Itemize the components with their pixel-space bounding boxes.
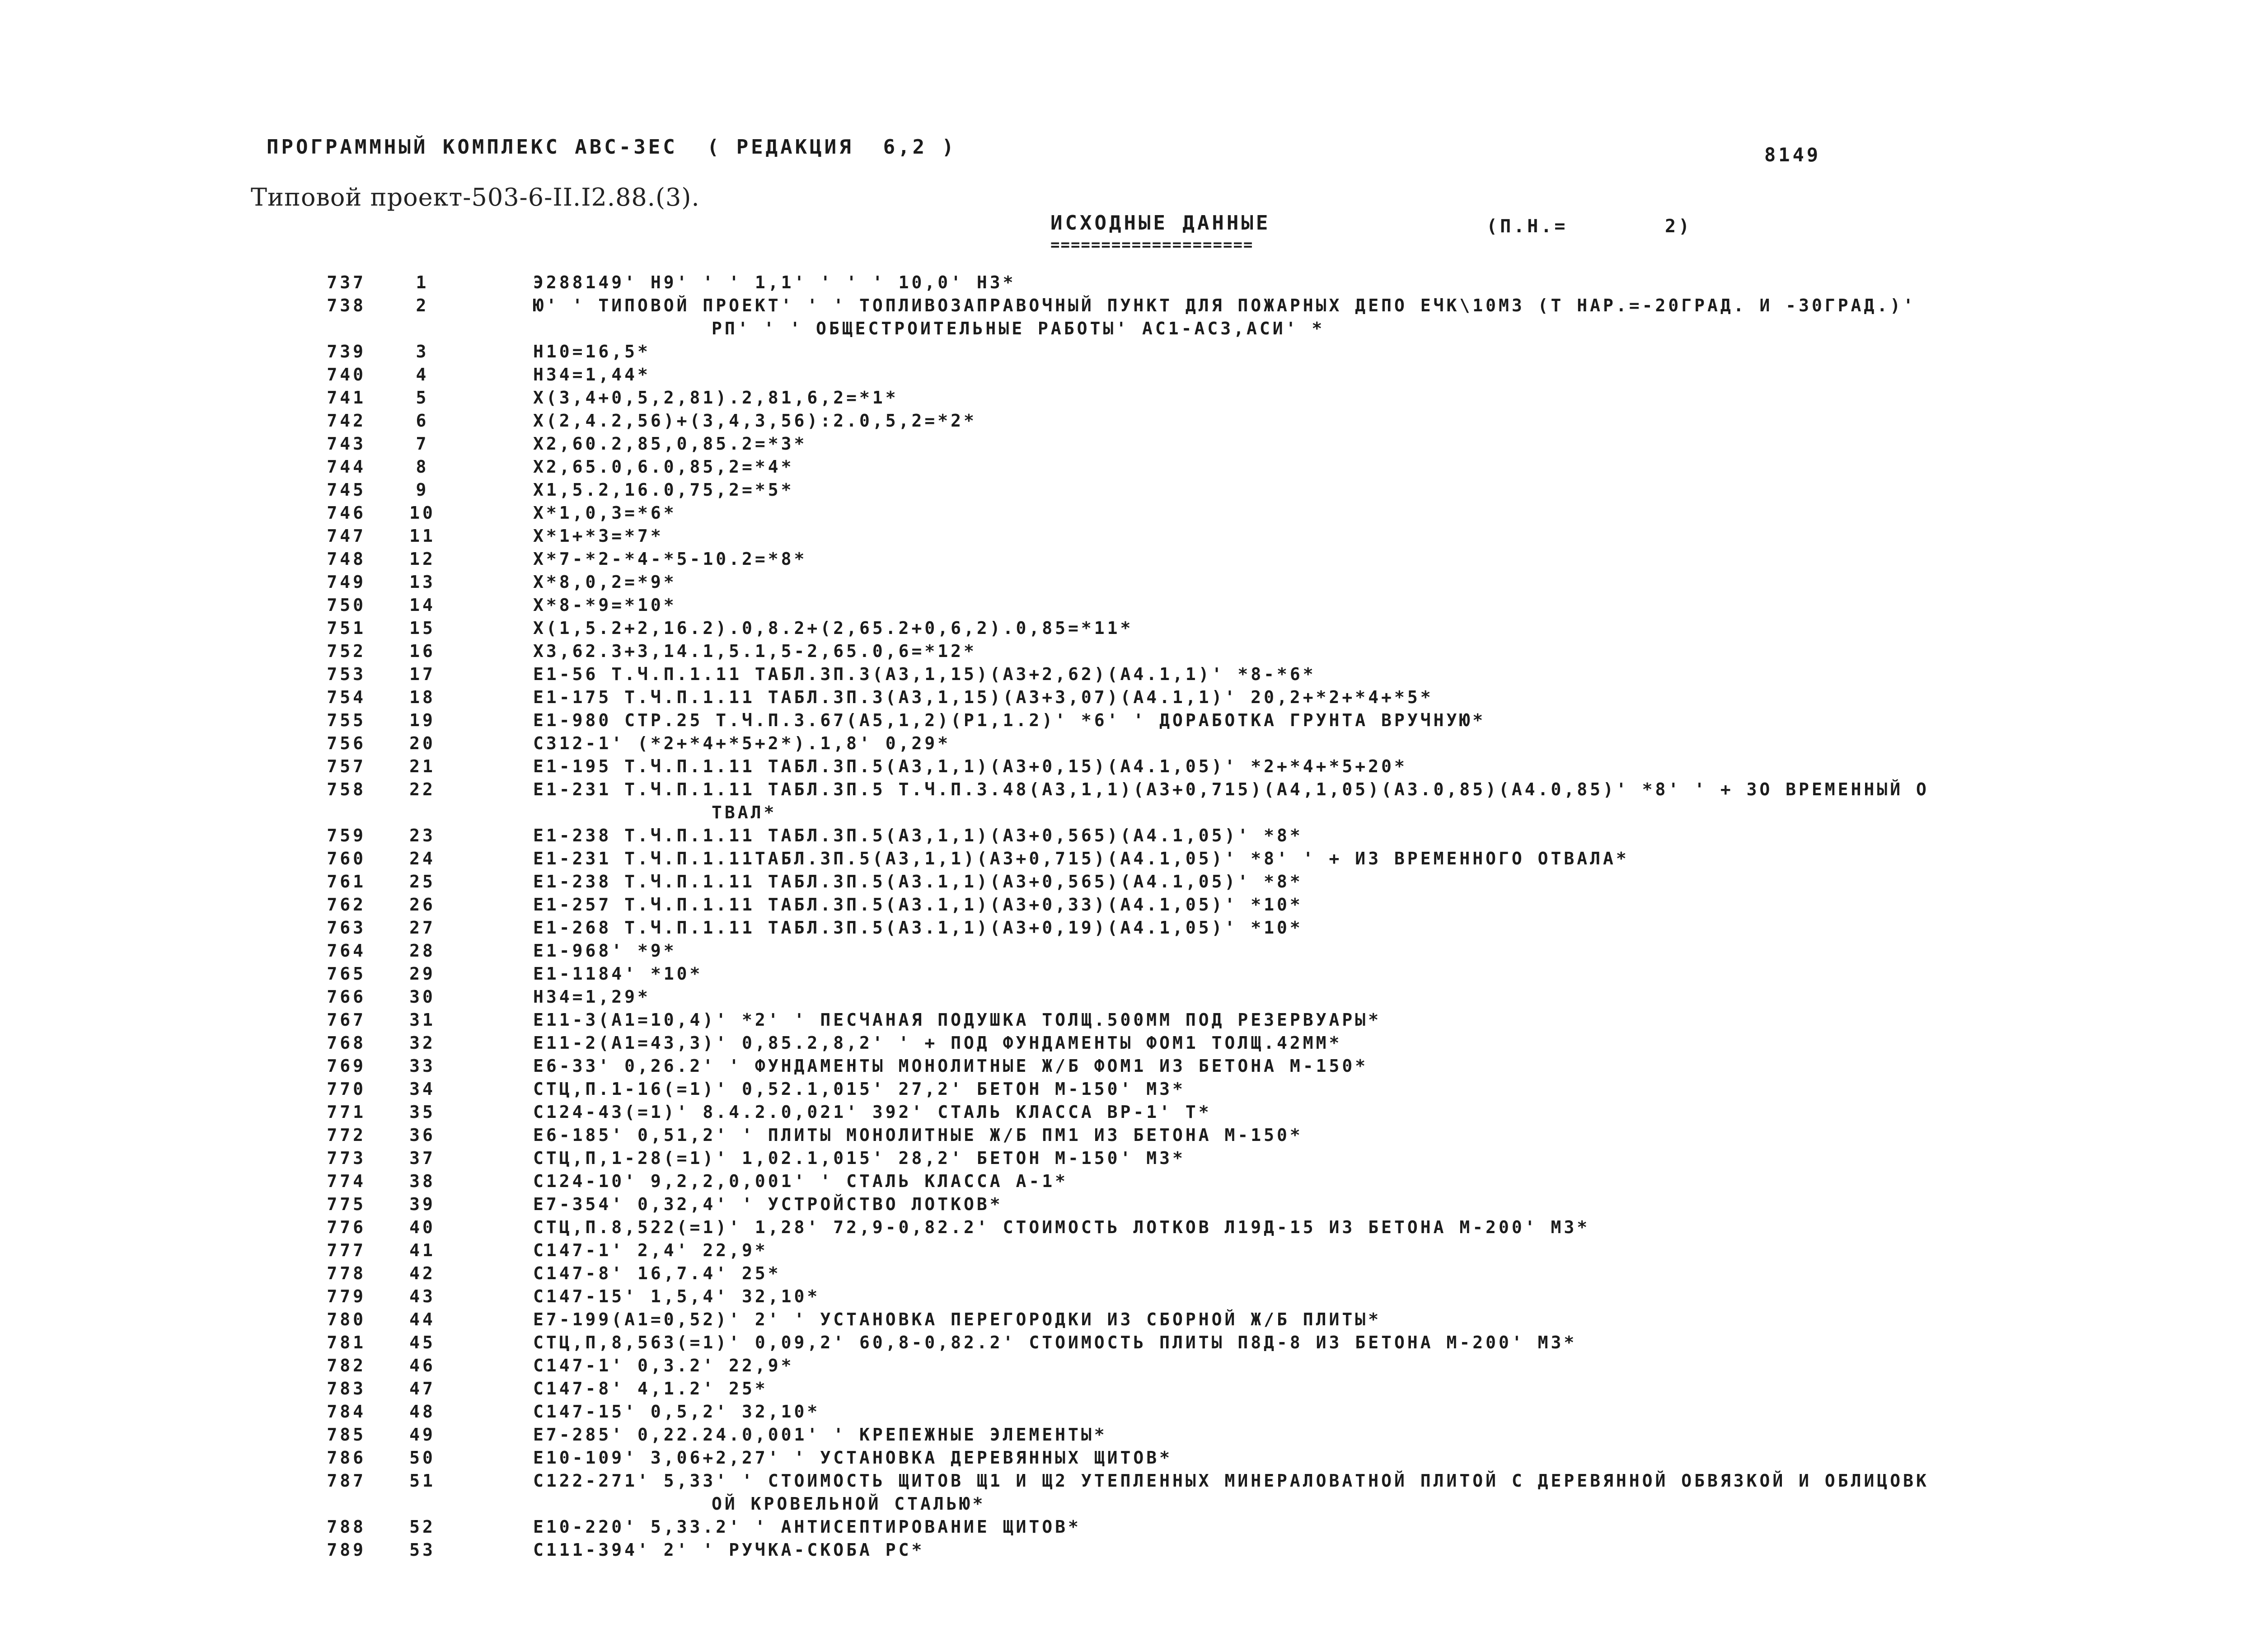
- statement-number: 40: [409, 1217, 436, 1237]
- statement-text: [533, 1400, 2223, 1423]
- statement-text: [533, 1354, 2223, 1377]
- listing-row: [0, 1516, 2259, 1539]
- listing-row: [0, 709, 2259, 732]
- statement-number: 37: [409, 1148, 436, 1168]
- line-number: 759: [327, 826, 366, 845]
- statement-line: Е1-257 Т.Ч.П.1.11 ТАБЛ.3П.5(А3.1,1)(А3+0,33)(А4.1,05)' *10*: [533, 895, 1303, 915]
- listing-row: [0, 294, 2259, 340]
- statement-continuation: РП' ' ' ОБЩЕСТРОИТЕЛЬНЫЕ РАБОТЫ' АС1-АС3,АСИ' *: [712, 319, 1325, 338]
- statement-line: С111-394' 2' ' РУЧКА-СКОБА РС*: [533, 1540, 925, 1560]
- line-number: 776: [327, 1217, 366, 1237]
- line-number: 766: [327, 987, 366, 1007]
- statement-line: СТЦ,П.8,522(=1)' 1,28' 72,9-0,82.2' СТОИМОСТЬ ЛОТКОВ Л19Д-15 ИЗ БЕТОНА М-200' М3*: [533, 1217, 1590, 1237]
- statement-line: Х3,62.3+3,14.1,5.1,5-2,65.0,6=*12*: [533, 641, 977, 661]
- statement-text: [533, 939, 2223, 962]
- line-number: 755: [327, 710, 366, 730]
- statement-line: Х2,60.2,85,0,85.2=*3*: [533, 434, 807, 454]
- line-number: 789: [327, 1540, 366, 1560]
- listing-row: [0, 340, 2259, 363]
- statement-number: 21: [409, 756, 436, 776]
- listing-row: [0, 1009, 2259, 1032]
- statement-line: Е1-968' *9*: [533, 941, 677, 961]
- listing-row: [0, 1308, 2259, 1331]
- line-number: 763: [327, 918, 366, 938]
- statement-line: Е6-185' 0,51,2' ' ПЛИТЫ МОНОЛИТНЫЕ Ж/Б ПМ1 ИЗ БЕТОНА М-150*: [533, 1125, 1303, 1145]
- statement-line: Е6-33' 0,26.2' ' ФУНДАМЕНТЫ МОНОЛИТНЫЕ Ж/Б ФОМ1 ИЗ БЕТОНА М-150*: [533, 1056, 1369, 1076]
- page-number: 8149: [1764, 144, 1821, 166]
- listing-row: [0, 686, 2259, 709]
- statement-text: [533, 571, 2223, 594]
- line-number: 783: [327, 1379, 366, 1399]
- statement-continuation: ОЙ КРОВЕЛЬНОЙ СТАЛЬЮ*: [712, 1494, 986, 1514]
- listing-row: [0, 1239, 2259, 1262]
- statement-line: Х1,5.2,16.0,75,2=*5*: [533, 480, 794, 500]
- statement-text: [533, 502, 2223, 525]
- source-listing: [0, 271, 2259, 1562]
- statement-text: [533, 824, 2223, 847]
- statement-number: 20: [409, 733, 436, 753]
- statement-text: [533, 340, 2223, 363]
- statement-line: Е10-109' 3,06+2,27' ' УСТАНОВКА ДЕРЕВЯННЫХ ЩИТОВ*: [533, 1448, 1173, 1468]
- statement-line: Х2,65.0,6.0,85,2=*4*: [533, 457, 794, 477]
- statement-line: С147-8' 16,7.4' 25*: [533, 1263, 781, 1283]
- statement-line: Х*1+*3=*7*: [533, 526, 664, 546]
- statement-text: [533, 962, 2223, 986]
- line-number: 749: [327, 572, 366, 592]
- listing-row: [0, 962, 2259, 986]
- statement-number: 22: [409, 779, 436, 799]
- line-number: 760: [327, 849, 366, 868]
- statement-number: 49: [409, 1425, 436, 1445]
- statement-text: [533, 640, 2223, 663]
- statement-line: С147-15' 0,5,2' 32,10*: [533, 1402, 820, 1422]
- statement-line: С147-8' 4,1.2' 25*: [533, 1379, 768, 1399]
- statement-line: Ю' ' ТИПОВОЙ ПРОЕКТ' ' ' ТОПЛИВОЗАПРАВОЧНЫЙ ПУНКТ ДЛЯ ПОЖАРНЫХ ДЕПО ЕЧК\10МЗ (Т НАР.=-20ГРАД. И -30ГРАД.)': [533, 296, 1917, 315]
- statement-number: 25: [409, 872, 436, 892]
- statement-number: 43: [409, 1286, 436, 1306]
- statement-text: [533, 1078, 2223, 1101]
- statement-text: [533, 409, 2223, 432]
- line-number: 739: [327, 342, 366, 361]
- listing-row: [0, 939, 2259, 962]
- statement-line: С122-271' 5,33' ' СТОИМОСТЬ ЩИТОВ Щ1 И Щ2 УТЕПЛЕННЫХ МИНЕРАЛОВАТНОЙ ПЛИТОЙ С ДЕРЕВЯННОЙ ОБВЯЗКОЙ И ОБЛИЦОВК: [533, 1471, 1929, 1491]
- statement-number: 11: [409, 526, 436, 546]
- statement-text: [533, 1009, 2223, 1032]
- statement-text: [533, 686, 2223, 709]
- line-number: 764: [327, 941, 366, 961]
- listing-row: [0, 525, 2259, 548]
- line-number: 784: [327, 1402, 366, 1422]
- statement-text: [533, 1516, 2223, 1539]
- listing-row: [0, 1377, 2259, 1400]
- line-number: 775: [327, 1194, 366, 1214]
- statement-line: Е10-220' 5,33.2' ' АНТИСЕПТИРОВАНИЕ ЩИТОВ*: [533, 1517, 1081, 1537]
- line-number: 758: [327, 779, 366, 799]
- statement-text: [533, 1285, 2223, 1308]
- statement-line: Е11-2(А1=43,3)' 0,85.2,8,2' ' + ПОД ФУНДАМЕНТЫ ФОМ1 ТОЛЩ.42ММ*: [533, 1033, 1342, 1053]
- statement-text: [533, 709, 2223, 732]
- statement-number: 53: [409, 1540, 436, 1560]
- line-number: 740: [327, 365, 366, 385]
- listing-row: [0, 1262, 2259, 1285]
- statement-number: 31: [409, 1010, 436, 1030]
- statement-number: 47: [409, 1379, 436, 1399]
- statement-line: Х(3,4+0,5,2,81).2,81,6,2=*1*: [533, 388, 899, 408]
- statement-number: 4: [416, 365, 429, 385]
- statement-line: С312-1' (*2+*4+*5+2*).1,8' 0,29*: [533, 733, 951, 753]
- listing-row: [0, 594, 2259, 617]
- statement-text: [533, 271, 2223, 294]
- listing-row: [0, 409, 2259, 432]
- statement-line: С124-43(=1)' 8.4.2.0,021' 392' СТАЛЬ КЛАССА ВР-1' Т*: [533, 1102, 1212, 1122]
- statement-number: 45: [409, 1333, 436, 1352]
- listing-row: [0, 571, 2259, 594]
- statement-number: 39: [409, 1194, 436, 1214]
- listing-row: [0, 1078, 2259, 1101]
- statement-text: [533, 1262, 2223, 1285]
- statement-line: СТЦ,П.1-16(=1)' 0,52.1,015' 27,2' БЕТОН М-150' М3*: [533, 1079, 1186, 1099]
- statement-text: [533, 663, 2223, 686]
- section-page-number: 2): [1665, 216, 1692, 237]
- line-number: 787: [327, 1471, 366, 1491]
- line-number: 772: [327, 1125, 366, 1145]
- line-number: 742: [327, 411, 366, 431]
- listing-row: [0, 1193, 2259, 1216]
- section-title-underline: ====================: [1050, 236, 1254, 254]
- statement-line: Е1-980 СТР.25 Т.Ч.П.3.67(А5,1,2)(Р1,1.2)' *6' ' ДОРАБОТКА ГРУНТА ВРУЧНУЮ*: [533, 710, 1486, 730]
- line-number: 743: [327, 434, 366, 454]
- statement-text: [533, 594, 2223, 617]
- listing-row: [0, 1055, 2259, 1078]
- line-number: 769: [327, 1056, 366, 1076]
- statement-text: [533, 778, 2223, 824]
- statement-line: Х*7-*2-*4-*5-10.2=*8*: [533, 549, 807, 569]
- statement-number: 6: [416, 411, 429, 431]
- statement-line: Е1-175 Т.Ч.П.1.11 ТАБЛ.3П.3(А3,1,15)(А3+3,07)(А4.1,1)' 20,2+*2+*4+*5*: [533, 687, 1434, 707]
- statement-number: 33: [409, 1056, 436, 1076]
- line-number: 744: [327, 457, 366, 477]
- statement-number: 26: [409, 895, 436, 915]
- listing-row: [0, 271, 2259, 294]
- statement-line: Х*8-*9=*10*: [533, 595, 677, 615]
- statement-text: [533, 916, 2223, 939]
- listing-row: [0, 386, 2259, 409]
- statement-number: 12: [409, 549, 436, 569]
- statement-text: [533, 1216, 2223, 1239]
- listing-row: [0, 502, 2259, 525]
- statement-number: 34: [409, 1079, 436, 1099]
- statement-number: 52: [409, 1517, 436, 1537]
- statement-text: [533, 1308, 2223, 1331]
- statement-line: Е1-1184' *10*: [533, 964, 703, 984]
- statement-number: 27: [409, 918, 436, 938]
- statement-text: [533, 1423, 2223, 1446]
- statement-number: 30: [409, 987, 436, 1007]
- statement-text: [533, 1446, 2223, 1469]
- listing-row: [0, 1400, 2259, 1423]
- listing-row: [0, 755, 2259, 778]
- listing-row: [0, 778, 2259, 824]
- statement-text: [533, 363, 2223, 386]
- listing-row: [0, 1124, 2259, 1147]
- listing-row: [0, 893, 2259, 916]
- listing-row: [0, 1423, 2259, 1446]
- listing-row: [0, 1147, 2259, 1170]
- listing-row: [0, 1216, 2259, 1239]
- statement-number: 18: [409, 687, 436, 707]
- statement-line: Е7-199(А1=0,52)' 2' ' УСТАНОВКА ПЕРЕГОРОДКИ ИЗ СБОРНОЙ Ж/Б ПЛИТЫ*: [533, 1309, 1382, 1329]
- statement-number: 1: [416, 272, 429, 292]
- statement-line: С147-1' 2,4' 22,9*: [533, 1240, 768, 1260]
- statement-line: Х*1,0,3=*6*: [533, 503, 677, 523]
- statement-text: [533, 893, 2223, 916]
- listing-row: [0, 824, 2259, 847]
- statement-number: 14: [409, 595, 436, 615]
- listing-row: [0, 1354, 2259, 1377]
- listing-row: [0, 732, 2259, 755]
- line-number: 745: [327, 480, 366, 500]
- listing-row: [0, 479, 2259, 502]
- statement-text: [533, 1377, 2223, 1400]
- line-number: 756: [327, 733, 366, 753]
- line-number: 786: [327, 1448, 366, 1468]
- listing-row: [0, 870, 2259, 893]
- statement-text: [533, 847, 2223, 870]
- statement-line: Е1-238 Т.Ч.П.1.11 ТАБЛ.3П.5(А3,1,1)(А3+0,565)(А4.1,05)' *8*: [533, 826, 1303, 845]
- statement-number: 9: [416, 480, 429, 500]
- line-number: 779: [327, 1286, 366, 1306]
- statement-line: Е11-3(А1=10,4)' *2' ' ПЕСЧАНАЯ ПОДУШКА ТОЛЩ.500ММ ПОД РЕЗЕРВУАРЫ*: [533, 1010, 1382, 1030]
- statement-text: [533, 432, 2223, 455]
- statement-number: 29: [409, 964, 436, 984]
- section-code: (П.Н.=: [1486, 216, 1568, 237]
- statement-number: 8: [416, 457, 429, 477]
- statement-line: Х*8,0,2=*9*: [533, 572, 677, 592]
- line-number: 768: [327, 1033, 366, 1053]
- statement-line: С147-1' 0,3.2' 22,9*: [533, 1356, 794, 1375]
- listing-row: [0, 617, 2259, 640]
- statement-text: [533, 1331, 2223, 1354]
- statement-number: 50: [409, 1448, 436, 1468]
- statement-number: 17: [409, 664, 436, 684]
- line-number: 738: [327, 296, 366, 315]
- statement-text: [533, 1147, 2223, 1170]
- listing-row: [0, 847, 2259, 870]
- statement-number: 3: [416, 342, 429, 361]
- statement-line: С147-15' 1,5,4' 32,10*: [533, 1286, 820, 1306]
- statement-number: 51: [409, 1471, 436, 1491]
- statement-text: [533, 755, 2223, 778]
- line-number: 761: [327, 872, 366, 892]
- project-title: Типовой проект-503-6-II.I2.88.(3).: [251, 183, 700, 211]
- statement-number: 28: [409, 941, 436, 961]
- line-number: 770: [327, 1079, 366, 1099]
- listing-row: [0, 1032, 2259, 1055]
- listing-row: [0, 455, 2259, 479]
- statement-line: Э288149' Н9' ' ' 1,1' ' ' ' 10,0' Н3*: [533, 272, 1016, 292]
- statement-line: Х(2,4.2,56)+(3,4,3,56):2.0,5,2=*2*: [533, 411, 977, 431]
- listing-row: [0, 432, 2259, 455]
- line-number: 751: [327, 618, 366, 638]
- statement-line: Е1-231 Т.Ч.П.1.11ТАБЛ.3П.5(А3,1,1)(А3+0,715)(А4.1,05)' *8' ' + ИЗ ВРЕМЕННОГО ОТВАЛА*: [533, 849, 1629, 868]
- statement-text: [533, 294, 2223, 340]
- statement-line: Н34=1,29*: [533, 987, 651, 1007]
- section-title: ИСХОДНЫЕ ДАННЫЕ: [1050, 211, 1271, 235]
- statement-number: 5: [416, 388, 429, 408]
- statement-text: [533, 617, 2223, 640]
- statement-number: 10: [409, 503, 436, 523]
- statement-line: СТЦ,П,8,563(=1)' 0,09,2' 60,8-0,82.2' СТОИМОСТЬ ПЛИТЫ П8Д-8 ИЗ БЕТОНА М-200' М3*: [533, 1333, 1577, 1352]
- listing-row: [0, 1285, 2259, 1308]
- statement-number: 7: [416, 434, 429, 454]
- statement-text: [533, 1032, 2223, 1055]
- listing-row: [0, 1446, 2259, 1469]
- statement-text: [533, 732, 2223, 755]
- program-header: ПРОГРАММНЫЙ КОМПЛЕКС АВС-ЗЕС ( РЕДАКЦИЯ 6,2 ): [267, 136, 957, 159]
- statement-line: Е7-354' 0,32,4' ' УСТРОЙСТВО ЛОТКОВ*: [533, 1194, 1003, 1214]
- statement-line: Н10=16,5*: [533, 342, 651, 361]
- statement-text: [533, 479, 2223, 502]
- statement-text: [533, 1539, 2223, 1562]
- statement-text: [533, 1239, 2223, 1262]
- statement-line: Е7-285' 0,22.24.0,001' ' КРЕПЕЖНЫЕ ЭЛЕМЕНТЫ*: [533, 1425, 1107, 1445]
- listing-row: [0, 363, 2259, 386]
- statement-number: 16: [409, 641, 436, 661]
- line-number: 754: [327, 687, 366, 707]
- line-number: 765: [327, 964, 366, 984]
- listing-row: [0, 1469, 2259, 1516]
- line-number: 750: [327, 595, 366, 615]
- listing-row: [0, 640, 2259, 663]
- line-number: 780: [327, 1309, 366, 1329]
- statement-line: СТЦ,П,1-28(=1)' 1,02.1,015' 28,2' БЕТОН М-150' М3*: [533, 1148, 1186, 1168]
- line-number: 771: [327, 1102, 366, 1122]
- line-number: 746: [327, 503, 366, 523]
- statement-number: 48: [409, 1402, 436, 1422]
- line-number: 748: [327, 549, 366, 569]
- listing-row: [0, 916, 2259, 939]
- statement-number: 41: [409, 1240, 436, 1260]
- line-number: 785: [327, 1425, 366, 1445]
- statement-line: Е1-56 Т.Ч.П.1.11 ТАБЛ.3П.3(А3,1,15)(А3+2,62)(А4.1,1)' *8-*6*: [533, 664, 1316, 684]
- statement-text: [533, 870, 2223, 893]
- statement-text: [533, 1469, 2223, 1516]
- line-number: 753: [327, 664, 366, 684]
- line-number: 737: [327, 272, 366, 292]
- statement-number: 15: [409, 618, 436, 638]
- listing-row: [0, 986, 2259, 1009]
- line-number: 762: [327, 895, 366, 915]
- statement-number: 42: [409, 1263, 436, 1283]
- line-number: 778: [327, 1263, 366, 1283]
- statement-number: 35: [409, 1102, 436, 1122]
- statement-text: [533, 1170, 2223, 1193]
- statement-text: [533, 386, 2223, 409]
- line-number: 741: [327, 388, 366, 408]
- line-number: 777: [327, 1240, 366, 1260]
- line-number: 788: [327, 1517, 366, 1537]
- line-number: 757: [327, 756, 366, 776]
- statement-number: 23: [409, 826, 436, 845]
- statement-line: Е1-268 Т.Ч.П.1.11 ТАБЛ.3П.5(А3.1,1)(А3+0,19)(А4.1,05)' *10*: [533, 918, 1303, 938]
- listing-row: [0, 1331, 2259, 1354]
- line-number: 767: [327, 1010, 366, 1030]
- statement-number: 46: [409, 1356, 436, 1375]
- line-number: 782: [327, 1356, 366, 1375]
- statement-line: Х(1,5.2+2,16.2).0,8.2+(2,65.2+0,6,2).0,85=*11*: [533, 618, 1134, 638]
- statement-number: 19: [409, 710, 436, 730]
- line-number: 773: [327, 1148, 366, 1168]
- line-number: 774: [327, 1171, 366, 1191]
- line-number: 752: [327, 641, 366, 661]
- statement-line: С124-10' 9,2,2,0,001' ' СТАЛЬ КЛАССА А-1*: [533, 1171, 1068, 1191]
- listing-row: [0, 663, 2259, 686]
- statement-number: 13: [409, 572, 436, 592]
- listing-row: [0, 1101, 2259, 1124]
- line-number: 781: [327, 1333, 366, 1352]
- statement-number: 44: [409, 1309, 436, 1329]
- statement-number: 2: [416, 296, 429, 315]
- listing-row: [0, 548, 2259, 571]
- statement-line: Е1-195 Т.Ч.П.1.11 ТАБЛ.3П.5(А3,1,1)(А3+0,15)(А4.1,05)' *2+*4+*5+20*: [533, 756, 1407, 776]
- statement-text: [533, 1055, 2223, 1078]
- statement-text: [533, 1193, 2223, 1216]
- statement-text: [533, 548, 2223, 571]
- statement-text: [533, 455, 2223, 479]
- statement-text: [533, 525, 2223, 548]
- statement-text: [533, 1101, 2223, 1124]
- statement-number: 24: [409, 849, 436, 868]
- listing-row: [0, 1170, 2259, 1193]
- statement-number: 32: [409, 1033, 436, 1053]
- statement-number: 36: [409, 1125, 436, 1145]
- statement-continuation: ТВАЛ*: [712, 803, 777, 822]
- statement-text: [533, 1124, 2223, 1147]
- statement-line: Е1-238 Т.Ч.П.1.11 ТАБЛ.3П.5(А3.1,1)(А3+0,565)(А4.1,05)' *8*: [533, 872, 1303, 892]
- listing-row: [0, 1539, 2259, 1562]
- statement-line: Е1-231 Т.Ч.П.1.11 ТАБЛ.3П.5 Т.Ч.П.3.48(А3,1,1)(А3+0,715)(А4,1,05)(А3.0,85)(А4.0,85)' *8' ' + ЗО ВРЕМЕННЫЙ О: [533, 779, 1929, 799]
- statement-line: Н34=1,44*: [533, 365, 651, 385]
- line-number: 747: [327, 526, 366, 546]
- statement-number: 38: [409, 1171, 436, 1191]
- statement-text: [533, 986, 2223, 1009]
